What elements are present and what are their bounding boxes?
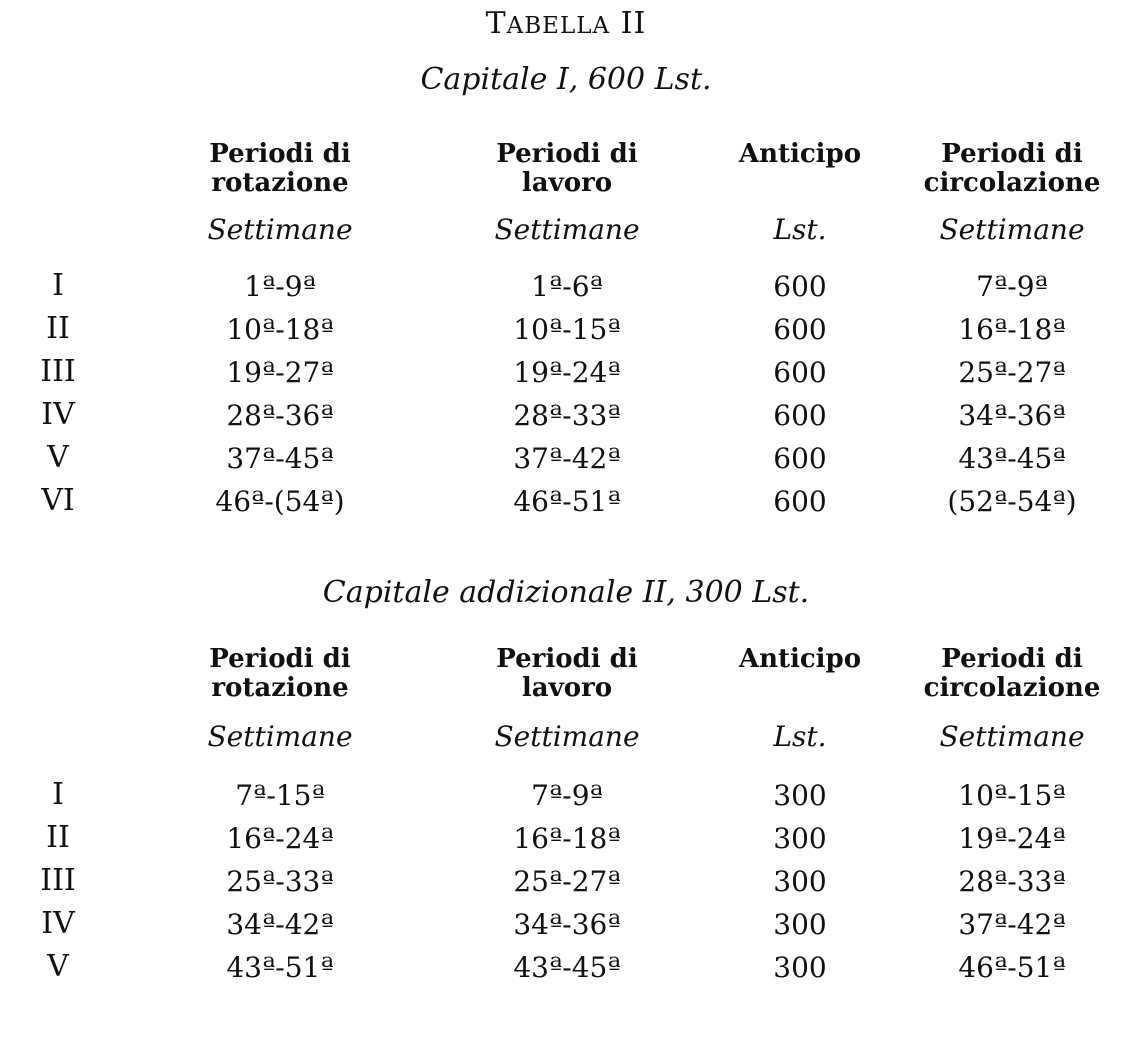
cell-circolazione: 34ª-36ª bbox=[958, 399, 1066, 432]
table-1-header-lavoro bbox=[462, 140, 672, 198]
header-line: circolazione bbox=[923, 168, 1101, 198]
cell-circolazione: (52ª-54ª) bbox=[947, 485, 1077, 518]
table-2-unit-rotazione: Settimane bbox=[207, 720, 353, 753]
row-label: IV bbox=[41, 906, 75, 941]
table-2-unit-anticipo: Lst. bbox=[773, 720, 827, 753]
cell-rotazione: 19ª-27ª bbox=[226, 356, 334, 389]
cell-lavoro: 46ª-51ª bbox=[513, 485, 621, 518]
cell-rotazione: 34ª-42ª bbox=[226, 908, 334, 941]
table-1-unit-circolazione: Settimane bbox=[939, 213, 1085, 246]
cell-lavoro: 7ª-9ª bbox=[531, 779, 603, 812]
header-line: rotazione bbox=[211, 673, 349, 703]
cell-anticipo: 600 bbox=[773, 399, 827, 432]
header-line: Anticipo bbox=[738, 644, 862, 674]
cell-rotazione: 7ª-15ª bbox=[235, 779, 325, 812]
cell-lavoro: 10ª-15ª bbox=[513, 313, 621, 346]
row-label: II bbox=[46, 311, 70, 346]
cell-rotazione: 46ª-(54ª) bbox=[215, 485, 345, 518]
table-1-header-rotazione bbox=[180, 140, 380, 198]
cell-anticipo: 300 bbox=[773, 865, 827, 898]
cell-lavoro: 37ª-42ª bbox=[513, 442, 621, 475]
table-1-header-anticipo bbox=[720, 140, 880, 169]
header-line: circolazione bbox=[923, 673, 1101, 703]
header-line: Anticipo bbox=[738, 139, 862, 169]
cell-anticipo: 600 bbox=[773, 442, 827, 475]
cell-anticipo: 300 bbox=[773, 822, 827, 855]
header-line: Periodi di bbox=[941, 139, 1083, 169]
row-label: IV bbox=[41, 397, 75, 432]
table-1-caption: Capitale I, 600 Lst. bbox=[420, 62, 712, 97]
table-2-header-rotazione bbox=[180, 645, 380, 703]
row-label: III bbox=[40, 863, 76, 898]
cell-anticipo: 600 bbox=[773, 485, 827, 518]
cell-rotazione: 1ª-9ª bbox=[244, 270, 316, 303]
row-label: I bbox=[52, 268, 64, 303]
cell-anticipo: 300 bbox=[773, 951, 827, 984]
cell-lavoro: 34ª-36ª bbox=[513, 908, 621, 941]
cell-anticipo: 600 bbox=[773, 313, 827, 346]
cell-circolazione: 46ª-51ª bbox=[958, 951, 1066, 984]
cell-anticipo: 300 bbox=[773, 779, 827, 812]
cell-anticipo: 600 bbox=[773, 270, 827, 303]
header-line: rotazione bbox=[211, 168, 349, 198]
header-line: Periodi di bbox=[496, 139, 638, 169]
row-label: VI bbox=[41, 483, 75, 518]
cell-circolazione: 10ª-15ª bbox=[958, 779, 1066, 812]
cell-lavoro: 28ª-33ª bbox=[513, 399, 621, 432]
cell-lavoro: 1ª-6ª bbox=[531, 270, 603, 303]
header-line: lavoro bbox=[521, 168, 613, 198]
row-label: V bbox=[47, 949, 69, 984]
header-line: Periodi di bbox=[496, 644, 638, 674]
table-1-unit-anticipo: Lst. bbox=[773, 213, 827, 246]
cell-rotazione: 16ª-24ª bbox=[226, 822, 334, 855]
cell-rotazione: 10ª-18ª bbox=[226, 313, 334, 346]
cell-rotazione: 37ª-45ª bbox=[226, 442, 334, 475]
cell-circolazione: 37ª-42ª bbox=[958, 908, 1066, 941]
table-2-unit-lavoro: Settimane bbox=[494, 720, 640, 753]
cell-lavoro: 16ª-18ª bbox=[513, 822, 621, 855]
header-line: Periodi di bbox=[209, 139, 351, 169]
table-2-header-anticipo bbox=[720, 645, 880, 674]
cell-rotazione: 25ª-33ª bbox=[226, 865, 334, 898]
cell-circolazione: 19ª-24ª bbox=[958, 822, 1066, 855]
cell-circolazione: 43ª-45ª bbox=[958, 442, 1066, 475]
row-label: V bbox=[47, 440, 69, 475]
cell-lavoro: 19ª-24ª bbox=[513, 356, 621, 389]
table-1-unit-rotazione: Settimane bbox=[207, 213, 353, 246]
cell-circolazione: 25ª-27ª bbox=[958, 356, 1066, 389]
row-label: III bbox=[40, 354, 76, 389]
table-2-header-lavoro bbox=[462, 645, 672, 703]
table-title: TABELLA II bbox=[485, 6, 647, 41]
cell-circolazione: 7ª-9ª bbox=[976, 270, 1048, 303]
cell-rotazione: 28ª-36ª bbox=[226, 399, 334, 432]
header-line: Periodi di bbox=[941, 644, 1083, 674]
table-1-unit-lavoro: Settimane bbox=[494, 213, 640, 246]
table-2-header-circolazione bbox=[912, 645, 1112, 703]
row-label: II bbox=[46, 820, 70, 855]
cell-circolazione: 28ª-33ª bbox=[958, 865, 1066, 898]
cell-lavoro: 43ª-45ª bbox=[513, 951, 621, 984]
cell-anticipo: 600 bbox=[773, 356, 827, 389]
table-2-caption: Capitale addizionale II, 300 Lst. bbox=[322, 575, 810, 610]
header-line: lavoro bbox=[521, 673, 613, 703]
cell-anticipo: 300 bbox=[773, 908, 827, 941]
header-line: Periodi di bbox=[209, 644, 351, 674]
table-1-header-circolazione bbox=[912, 140, 1112, 198]
table-2-unit-circolazione: Settimane bbox=[939, 720, 1085, 753]
cell-rotazione: 43ª-51ª bbox=[226, 951, 334, 984]
cell-circolazione: 16ª-18ª bbox=[958, 313, 1066, 346]
cell-lavoro: 25ª-27ª bbox=[513, 865, 621, 898]
row-label: I bbox=[52, 777, 64, 812]
